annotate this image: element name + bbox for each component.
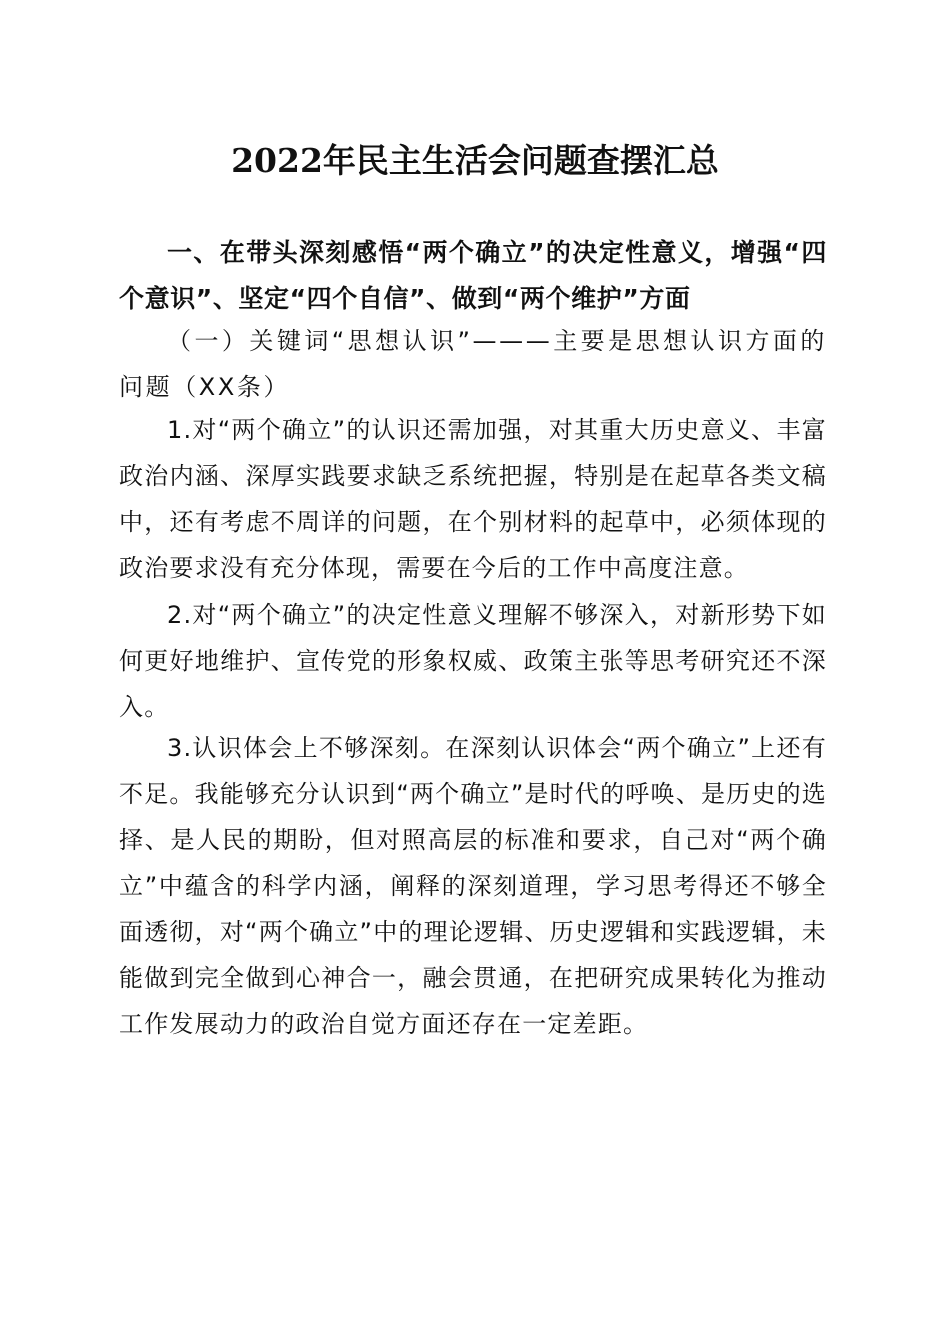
section-heading: 一、在带头深刻感悟“两个确立”的决定性意义，增强“四个意识”、坚定“四个自信”、做到“两个维护”方面 (119, 238, 827, 313)
paragraph-3: 3.认识体会上不够深刻。在深刻认识体会“两个确立”上还有不足。我能够充分认识到“两个确立”是时代的呼唤、是历史的选择、是人民的期盼，但对照高层的标准和要求，自己对“两个确立”中蕴含的科学内涵，阐释的深刻道理，学习思考得还不够全面透彻，对“两个确立”中的理论逻辑、历史逻辑和实践逻辑，未能做到完全做到心神合一，融会贯通，在把研究成果转化为推动工作发展动力的政治自觉方面还存在一定差距。 (119, 734, 827, 1038)
subsection-heading: （一）关键词“思想认识”———主要是思想认识方面的问题（XX条） (119, 327, 827, 401)
paragraph-2: 2.对“两个确立”的决定性意义理解不够深入，对新形势下如何更好地维护、宣传党的形象权威、政策主张等思考研究还不深入。 (119, 601, 827, 721)
paragraph-1: 1.对“两个确立”的认识还需加强，对其重大历史意义、丰富政治内涵、深厚实践要求缺乏系统把握，特别是在起草各类文稿中，还有考虑不周详的问题，在个别材料的起草中，必须体现的政治要求没有充分体现，需要在今后的工作中高度注意。 (119, 416, 827, 582)
document-title: 2022年民主生活会问题查摆汇总 (231, 141, 719, 180)
